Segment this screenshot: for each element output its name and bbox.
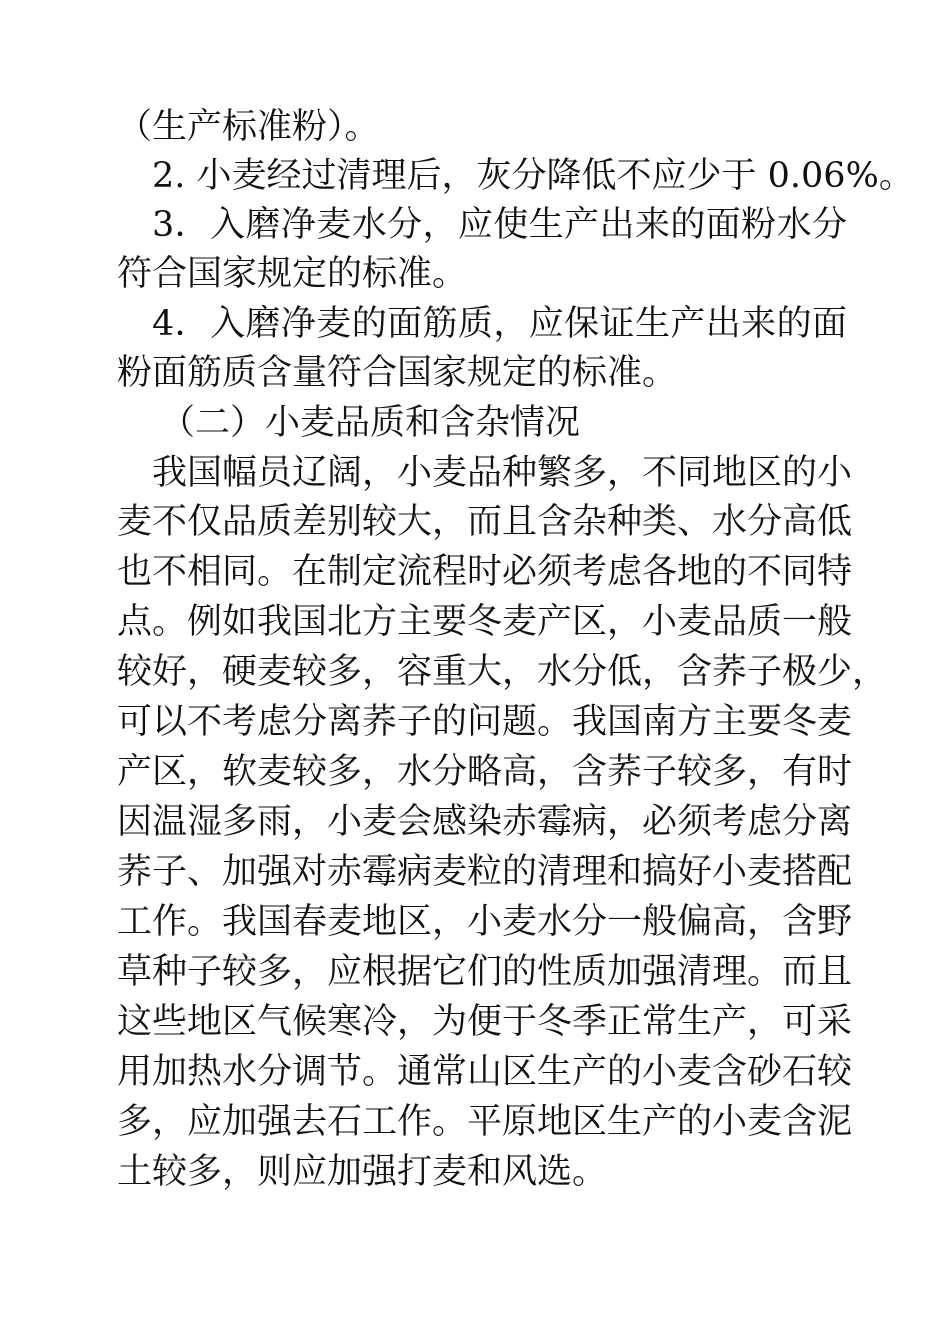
paragraph-line: 这些地区气候寒冷，为便于冬季正常生产，可采: [117, 1002, 853, 1042]
paragraph-line: 较好，硬麦较多，容重大，水分低，含荞子极少，: [117, 652, 888, 692]
text-line-item-4-cont: 粉面筋质含量符合国家规定的标准。: [117, 353, 678, 393]
paragraph-last-line: 土较多，则应加强打麦和风选。: [117, 1152, 608, 1192]
paragraph-line: 工作。我国春麦地区，小麦水分一般偏高，含野: [117, 902, 853, 942]
paragraph-line: 我国幅员辽阔，小麦品种繁多，不同地区的小: [152, 453, 853, 493]
paragraph-line: 多，应加强去石工作。平原地区生产的小麦含泥: [117, 1102, 853, 1142]
paragraph-line: 可以不考虑分离荞子的问题。我国南方主要冬麦: [117, 702, 853, 742]
paragraph-line: 草种子较多，应根据它们的性质加强清理。而且: [117, 952, 853, 992]
text-line-item-4: 4．入磨净麦的面筋质，应保证生产出来的面: [152, 304, 847, 344]
text-line-item-3-cont: 符合国家规定的标准。: [117, 254, 468, 294]
paragraph-line: 产区，软麦较多，水分略高，含荞子较多，有时: [117, 752, 853, 792]
paragraph-line: 用加热水分调节。通常山区生产的小麦含砂石较: [117, 1052, 853, 1092]
paragraph-line: 因温湿多雨，小麦会感染赤霉病，必须考虑分离: [117, 802, 853, 842]
section-heading: （二）小麦品质和含杂情况: [160, 403, 581, 443]
paragraph-line: 点。例如我国北方主要冬麦产区，小麦品质一般: [117, 602, 853, 642]
paragraph-line: 麦不仅品质差别较大，而且含杂种类、水分高低: [117, 502, 853, 542]
text-line-item-2: 2. 小麦经过清理后，灰分降低不应少于 0.06%。: [152, 156, 914, 196]
text-line-continuation: （生产标准粉）。: [117, 107, 380, 147]
text-line-item-3: 3．入磨净麦水分，应使生产出来的面粉水分: [152, 205, 847, 245]
paragraph-line: 荞子、加强对赤霉病麦粒的清理和搞好小麦搭配: [117, 852, 853, 892]
paragraph-line: 也不相同。在制定流程时必须考虑各地的不同特: [117, 552, 853, 592]
